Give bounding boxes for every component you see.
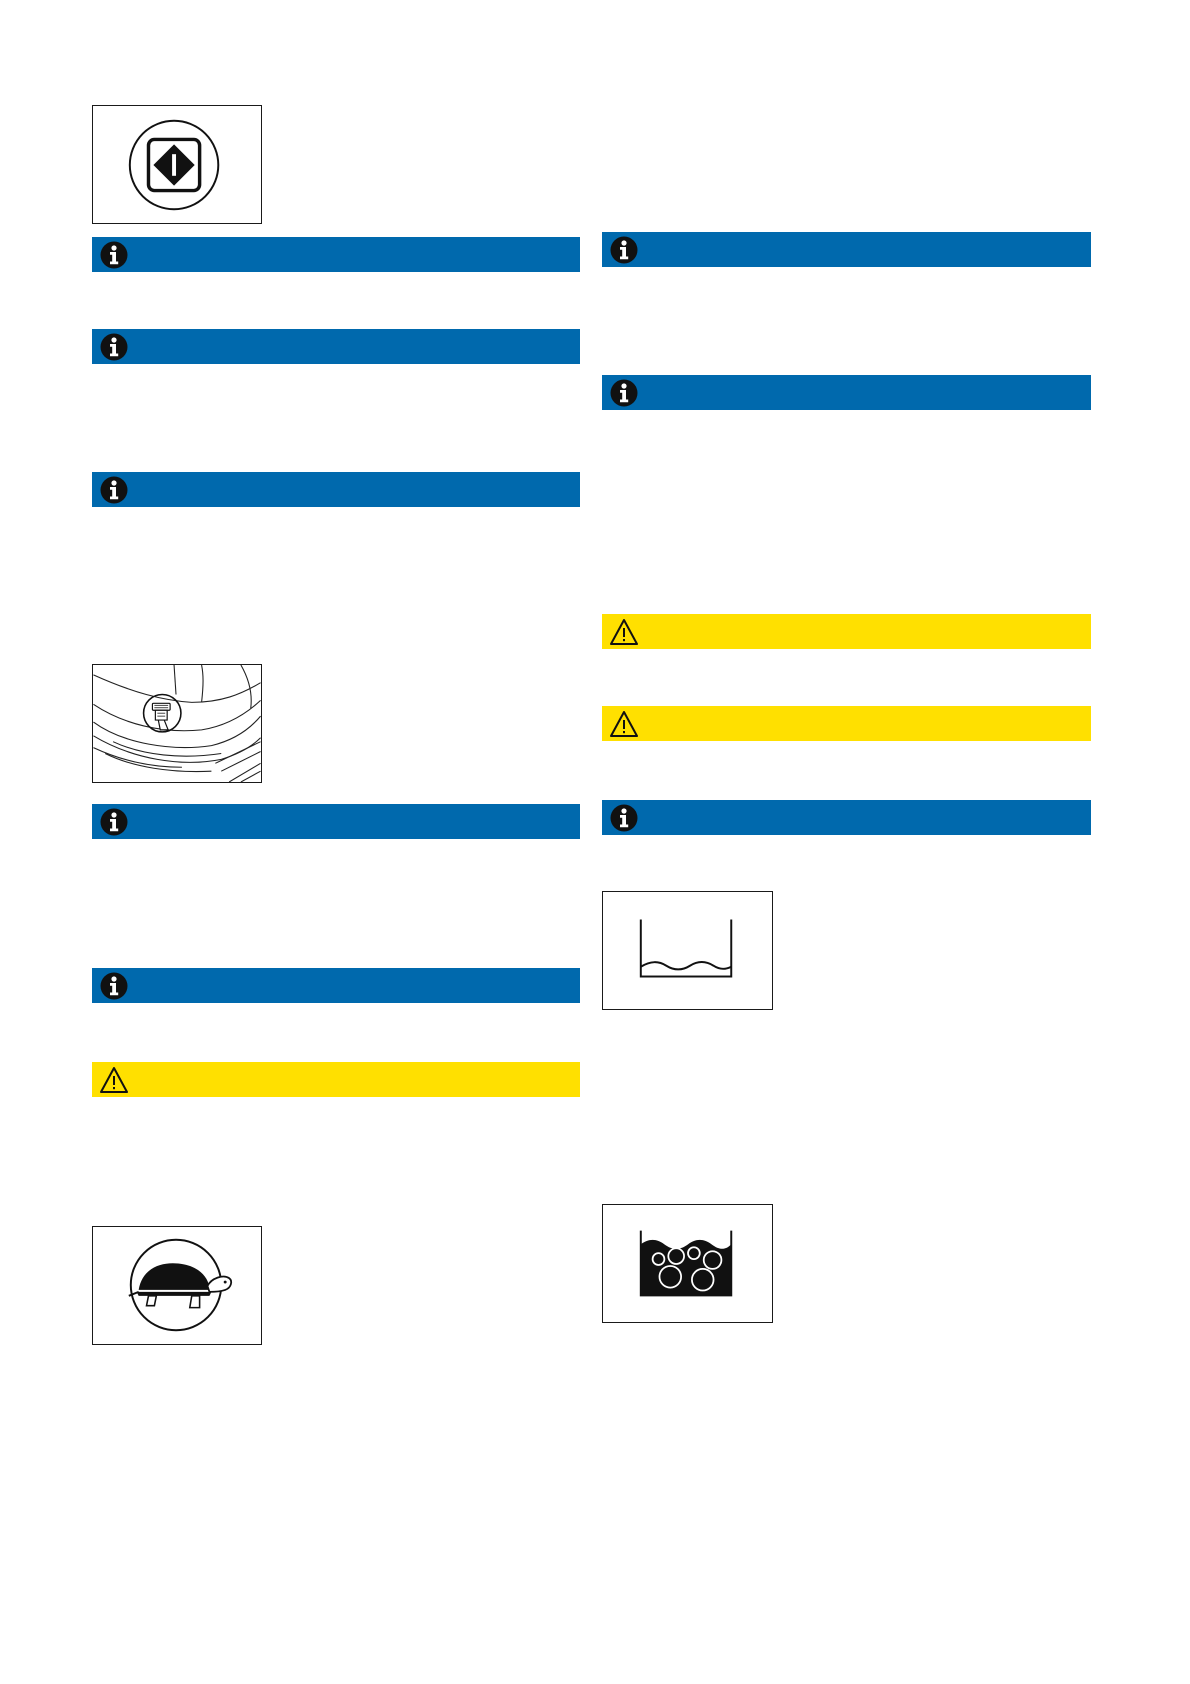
warning-triangle-icon xyxy=(99,1065,129,1095)
info-note-bar xyxy=(92,329,580,364)
info-note-bar xyxy=(602,232,1091,267)
warning-triangle-icon xyxy=(609,709,639,739)
info-note-bar xyxy=(602,375,1091,410)
foam-water-level-icon xyxy=(603,1205,772,1322)
filter-knob-figure xyxy=(92,664,262,783)
low-water-level-icon xyxy=(603,892,772,1009)
info-note-bar xyxy=(92,968,580,1003)
info-icon xyxy=(99,807,129,837)
start-button-icon xyxy=(93,106,261,223)
info-icon xyxy=(99,475,129,505)
info-note-bar xyxy=(92,237,580,272)
foam-level-figure xyxy=(602,1204,773,1323)
slow-speed-figure xyxy=(92,1226,262,1345)
info-note-bar xyxy=(92,472,580,507)
tortoise-icon xyxy=(93,1227,261,1344)
info-note-bar xyxy=(602,800,1091,835)
warning-note-bar xyxy=(92,1062,580,1097)
info-icon xyxy=(99,240,129,270)
info-icon xyxy=(99,332,129,362)
info-note-bar xyxy=(92,804,580,839)
warning-note-bar xyxy=(602,706,1091,741)
filter-knob-illustration xyxy=(93,665,261,782)
info-icon xyxy=(609,803,639,833)
info-icon xyxy=(609,235,639,265)
warning-note-bar xyxy=(602,614,1091,649)
start-button-figure xyxy=(92,105,262,224)
info-icon xyxy=(99,971,129,1001)
warning-triangle-icon xyxy=(609,617,639,647)
low-water-figure xyxy=(602,891,773,1010)
info-icon xyxy=(609,378,639,408)
